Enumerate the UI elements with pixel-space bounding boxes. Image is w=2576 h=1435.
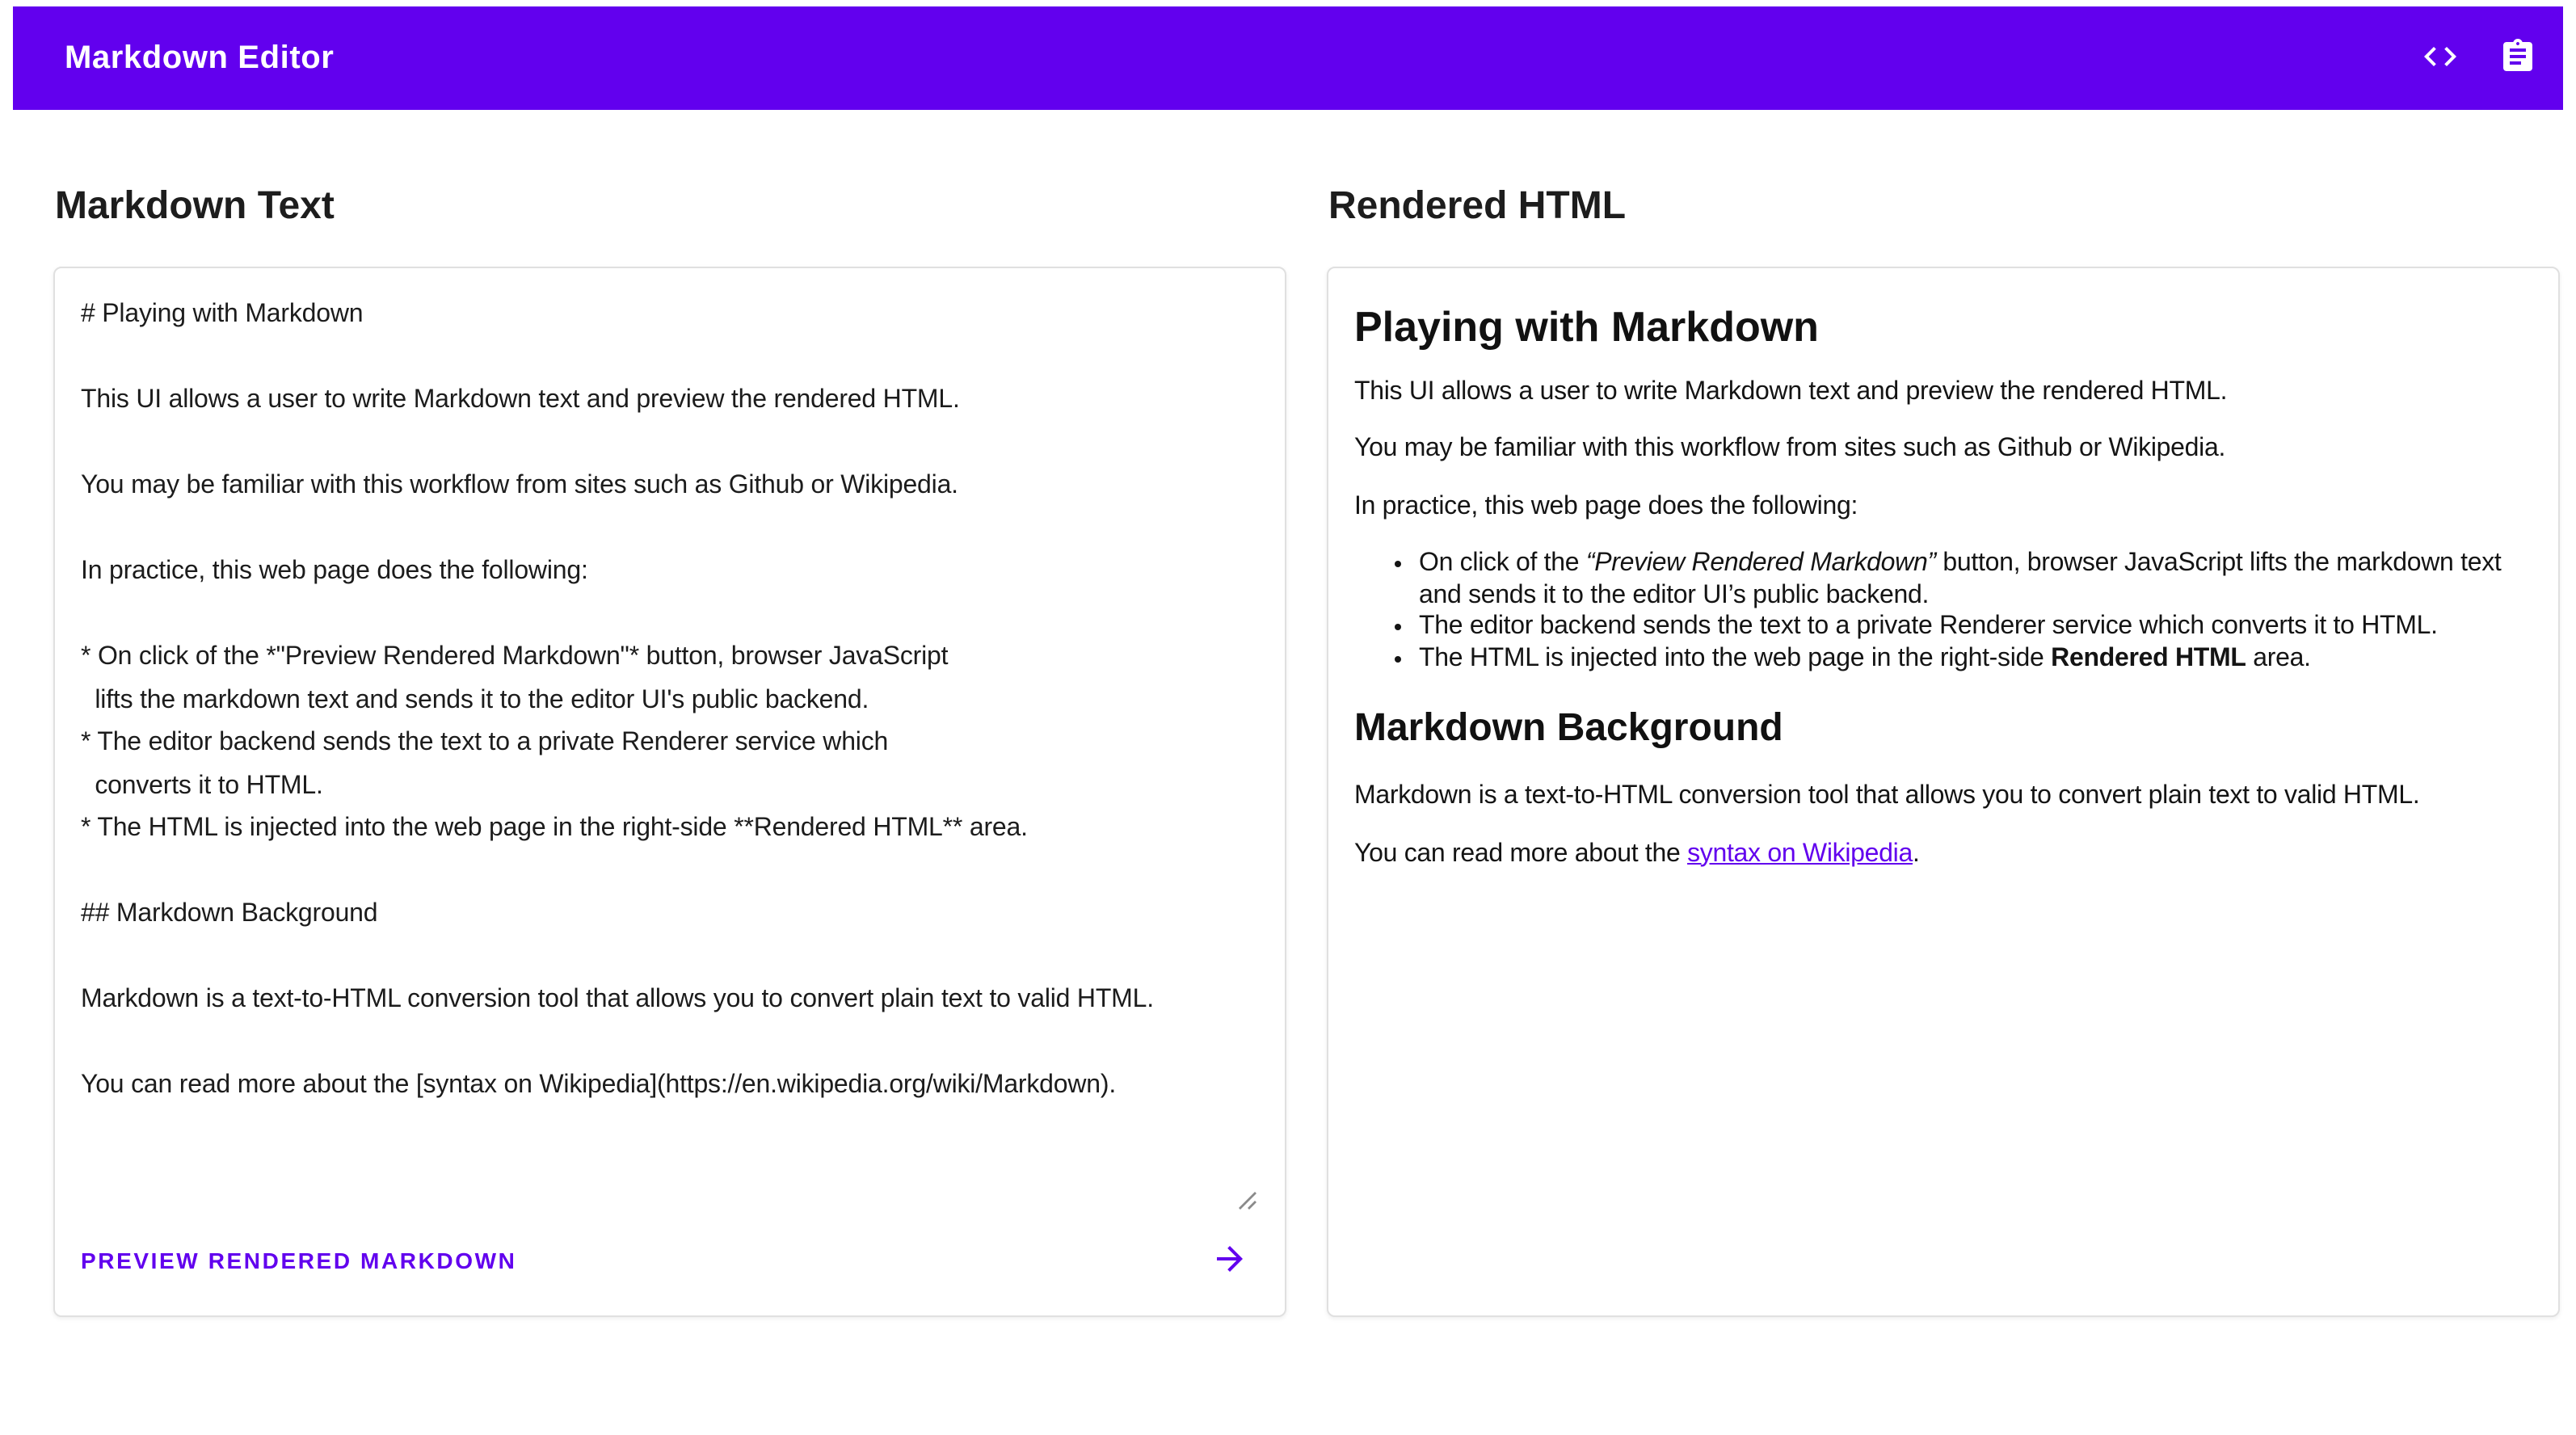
rendered-list: [1354, 548, 2532, 674]
rendered-paragraph: In practice, this web page does the following:: [1354, 492, 1858, 520]
markdown-editor-app: [0, 6, 2576, 1435]
markdown-input[interactable]: [81, 294, 1259, 1215]
rendered-document: [1354, 304, 2532, 869]
rendered-html-heading: Rendered HTML: [1328, 184, 1627, 228]
rendered-html-panel: [1327, 110, 2560, 1317]
list-item: • The editor backend sends the text to a private Renderer service which converts it to HTML.: [1419, 611, 2532, 642]
editor-actions-row: [81, 1231, 1259, 1290]
rendered-subheading: Markdown Background: [1354, 706, 1783, 750]
arrow-forward-icon: [1210, 1239, 1249, 1282]
markdown-editor-card: [53, 267, 1286, 1317]
clipboard-icon-button[interactable]: [2479, 19, 2557, 97]
code-icon: [2421, 36, 2460, 80]
rendered-paragraph: This UI allows a user to write Markdown text and preview the rendered HTML.: [1354, 377, 2228, 405]
list-item: • On click of the “Preview Rendered Markdown” button, browser JavaScript lifts the markdown text and sends it to the editor UI’s public backend.: [1419, 548, 2532, 611]
rendered-link-paragraph: [1354, 838, 2532, 869]
textarea-resize-handle[interactable]: [1238, 1191, 1257, 1210]
content-columns: [53, 110, 2560, 1317]
preview-arrow-button[interactable]: [1201, 1231, 1259, 1290]
preview-rendered-markdown-button[interactable]: PREVIEW RENDERED MARKDOWN: [81, 1248, 517, 1273]
list-item: • The HTML is injected into the web page in the right-side Rendered HTML area.: [1419, 642, 2532, 674]
code-icon-button[interactable]: [2401, 19, 2479, 97]
textarea-container: [81, 294, 1259, 1215]
link-paragraph-pre: You can read more about the: [1354, 840, 1688, 867]
app-bar: [13, 6, 2563, 110]
markdown-text-panel: [53, 110, 1286, 1317]
rendered-paragraph: Markdown is a text-to-HTML conversion tool that allows you to convert plain text to valid HTML.: [1354, 782, 2420, 810]
markdown-text-heading: Markdown Text: [55, 184, 335, 228]
app-title: Markdown Editor: [65, 40, 335, 75]
rendered-html-card: [1327, 267, 2560, 1317]
clipboard-icon: [2498, 36, 2537, 80]
rendered-title: Playing with Markdown: [1354, 302, 1819, 351]
link-paragraph-post: .: [1912, 840, 1920, 867]
syntax-on-wikipedia-link[interactable]: syntax on Wikipedia: [1687, 840, 1913, 867]
rendered-paragraph: You may be familiar with this workflow from sites such as Github or Wikipedia.: [1354, 435, 2226, 462]
